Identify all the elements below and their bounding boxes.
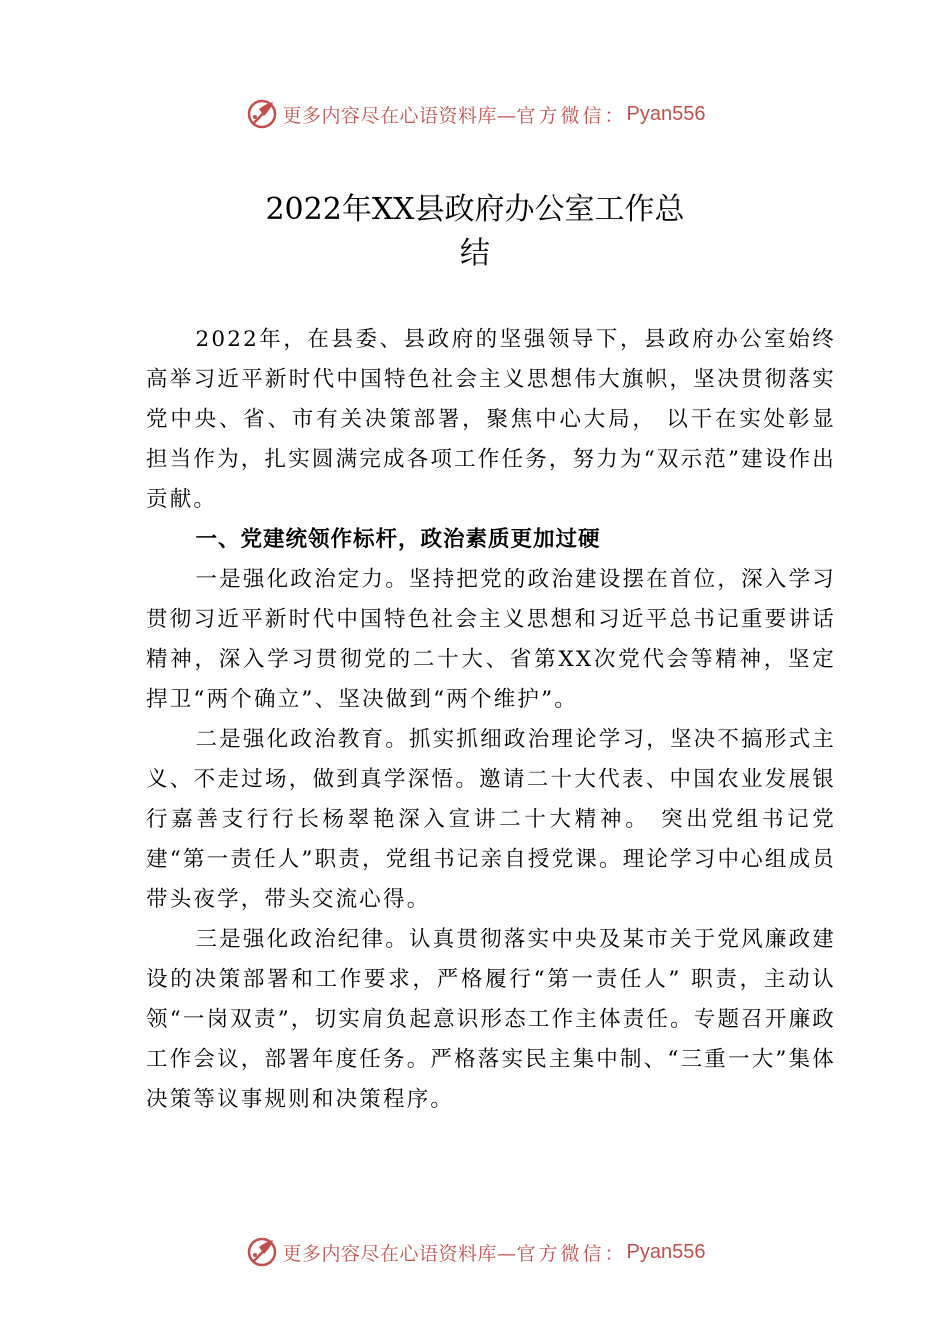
- header-watermark-banner: [0, 94, 950, 134]
- banner-text: 更多内容尽在心语资料库—: [282, 1242, 517, 1265]
- document-body: [146, 320, 836, 1120]
- banner-wechat-label: 官方微信：: [516, 104, 627, 127]
- section-heading: 一、党建统领作标杆，政治素质更加过硬: [195, 527, 601, 552]
- title-line-1: 2022年XX县政府办公室工作总: [265, 192, 685, 227]
- paragraph-1: 一是强化政治定力。坚持把党的政治建设摆在首位，深入学习贯彻习近平新时代中国特色社会主义思想和习近平总书记重要讲话精神，深入学习贯彻党的二十大、省第XX次党代会等精神，坚定捍卫“两个确立”、坚决做到“两个维护”。: [146, 567, 836, 712]
- title-line-2: 结: [460, 236, 490, 271]
- banner-wechat-id: Pyan556: [626, 102, 706, 125]
- document-title: [0, 188, 950, 276]
- intro-paragraph: 2022年，在县委、县政府的坚强领导下，县政府办公室始终高举习近平新时代中国特色社会主义思想伟大旗帜，坚决贯彻落实党中央、省、市有关决策部署，聚焦中心大局， 以干在实处彰显担当作为，扎实圆满完成各项工作任务，努力为“双示范”建设作出贡献。: [146, 327, 836, 512]
- quill-logo-icon: [245, 97, 279, 131]
- banner-wechat-label: 官方微信：: [516, 1242, 627, 1265]
- banner-wechat-id: Pyan556: [626, 1240, 706, 1263]
- paragraph-2: 二是强化政治教育。抓实抓细政治理论学习，坚决不搞形式主义、不走过场，做到真学深悟。邀请二十大代表、中国农业发展银行嘉善支行行长杨翠艳深入宣讲二十大精神。 突出党组书记党建“第一责任人”职责，党组书记亲自授党课。理论学习中心组成员带头夜学，带头交流心得。: [146, 727, 836, 912]
- footer-watermark-banner: [0, 1232, 950, 1272]
- banner-text: 更多内容尽在心语资料库—: [282, 104, 517, 127]
- paragraph-3: 三是强化政治纪律。认真贯彻落实中央及某市关于党风廉政建设的决策部署和工作要求，严格履行“第一责任人” 职责，主动认领“一岗双责”，切实肩负起意识形态工作主体责任。专题召开廉政工作会议，部署年度任务。严格落实民主集中制、“三重一大”集体决策等议事规则和决策程序。: [146, 927, 836, 1112]
- quill-logo-icon: [245, 1235, 279, 1269]
